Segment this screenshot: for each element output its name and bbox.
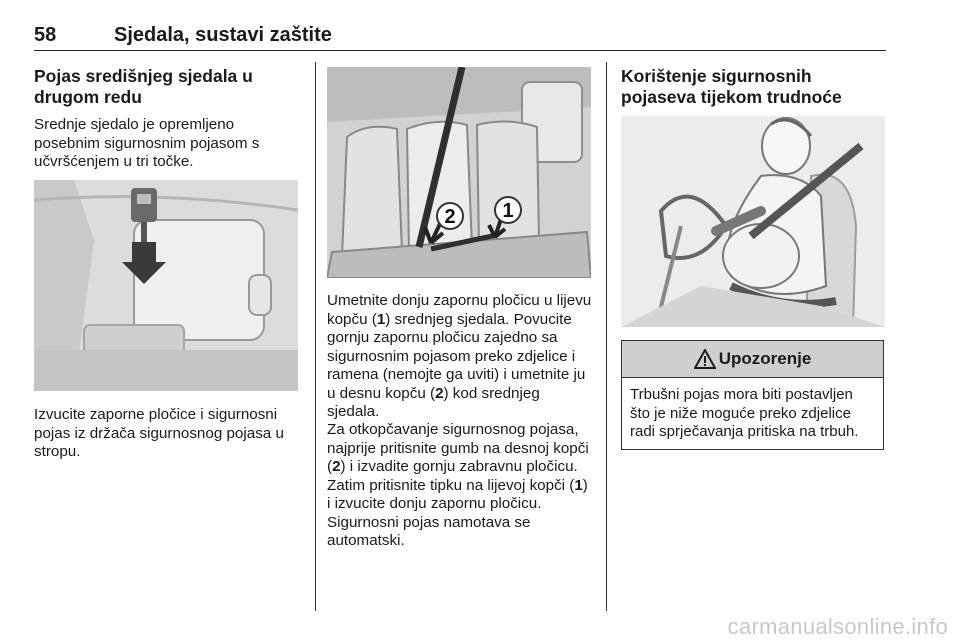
warning-triangle-icon (694, 349, 716, 369)
page-title: Sjedala, sustavi zaštite (114, 24, 332, 46)
column-divider-left (315, 62, 316, 611)
ref-buckle-2: 2 (332, 458, 341, 475)
page-number: 58 (34, 24, 57, 46)
warning-box (621, 340, 884, 450)
section-heading-pregnancy: Korištenje sigurnosnih pojaseva tijekom trudnoće (621, 66, 842, 107)
intro-paragraph: Srednje sjedalo je opremljeno posebnim sigurnosnim pojasom s učvršćenjem u tri točke. (34, 116, 260, 170)
illustration-roof-belt-holder (34, 180, 298, 391)
illustration-rear-seats-buckles (327, 67, 591, 278)
callout-1: 1 (502, 200, 514, 222)
instructions-paragraph-2: Za otkopčavanje sigurnosnog pojasa, najprije pritisnite gumb na desnoj kopči (2) i izvadite gornju zabravnu pločicu. Zatim pritisnite tipku na lijevoj kopči (1) i izvucite donju zapornu pločicu. Sigurnosni pojas namotava se automatski. (327, 421, 589, 549)
ref-buckle-1: 1 (574, 476, 583, 494)
watermark: carmanualsonline.info (727, 614, 948, 639)
instructions-paragraph-1: Umetnite donju zapornu pločicu u lijevu kopču (1) srednjeg sjedala. Povucite gornju zapornu pločicu zajedno sa sigurnosnim pojasom preko zdjelice i ramena (nemojte ga uviti) i umetnite ju u desnu kopču (2) kod srednjeg sjedala. (327, 292, 592, 420)
ref-buckle-1: 1 (376, 310, 386, 328)
callout-2: 2 (444, 206, 456, 228)
column-divider-right (606, 62, 607, 611)
warning-header (622, 341, 883, 378)
warning-title: Upozorenje (718, 349, 812, 368)
warning-text: Trbušni pojas mora biti postavljen što je niže moguće preko zdjelice radi sprječavanja pritiska na trbuh. (630, 386, 859, 440)
caption-paragraph: Izvucite zaporne pločice i sigurnosni pojas iz držača sigurnosnog pojasa u stropu. (34, 406, 284, 460)
illustration-pregnant-driver-belt (621, 116, 885, 327)
section-heading-center-seat-belt: Pojas središnjeg sjedala u drugom redu (34, 66, 253, 107)
ref-buckle-2: 2 (435, 384, 444, 402)
page-header (34, 24, 886, 51)
